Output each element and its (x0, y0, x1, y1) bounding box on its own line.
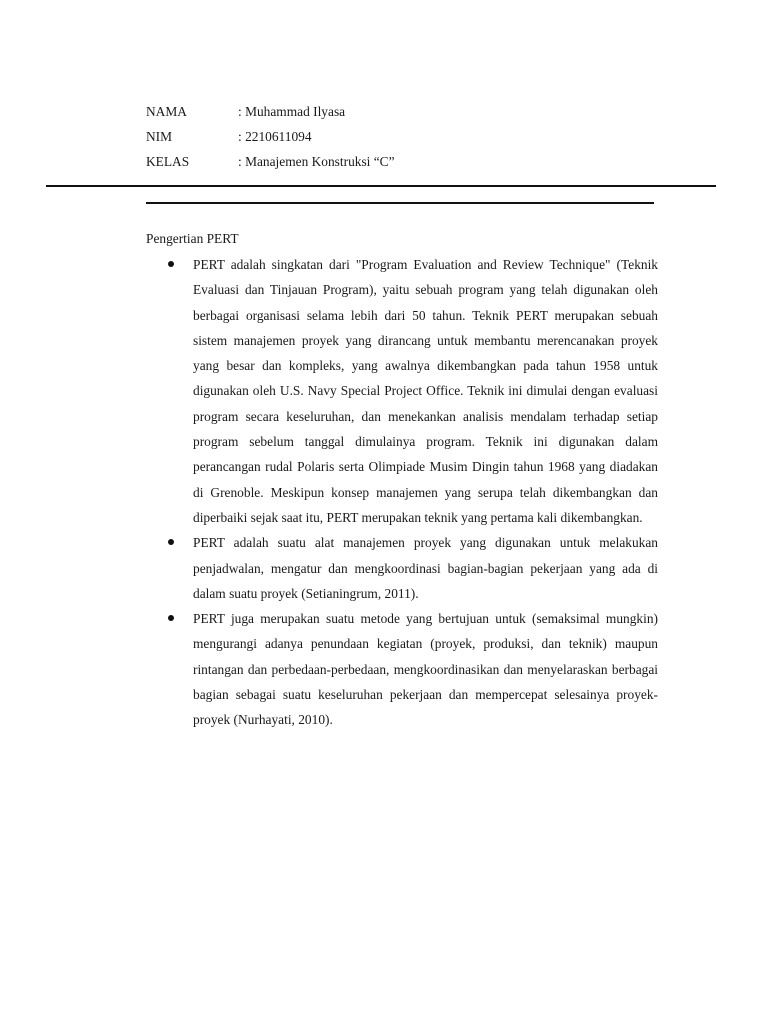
list-item (146, 252, 658, 530)
nim-label: NIM (146, 129, 173, 144)
list-item (146, 530, 658, 606)
bullet-icon (168, 539, 174, 545)
list-item-text: PERT adalah singkatan dari "Program Evaluation and Review Technique" (Teknik Evaluasi dan Tinjauan Program), yaitu sebuah program yang telah digunakan oleh berbagai organisasi selama lebih dari 50 tahun. Teknik PERT merupakan sebuah sistem manajemen proyek yang dirancang untuk membantu merencanakan proyek yang besar dan kompleks, yang awalnya dikembangkan pada tahun 1958 untuk digunakan oleh U.S. Navy Special Project Office. Teknik ini dimulai dengan evaluasi program secara keseluruhan, dan menekankan analisis mendalam terhadap setiap program sebelum tanggal dimulainya program. Teknik ini digunakan dalam perancangan rudal Polaris serta Olimpiade Musim Dingin tahun 1968 yang diadakan di Grenoble. Meskipun konsep manajemen yang serupa telah dikembangkan dan diperbaiki sejak saat itu, PERT merupakan teknik yang pertama kali dikembangkan. (193, 257, 658, 525)
definition-list (146, 252, 658, 733)
list-item (146, 606, 658, 732)
bullet-icon (168, 615, 174, 621)
name-row (146, 102, 395, 127)
nim-row (146, 127, 395, 152)
name-label: NAMA (146, 104, 187, 119)
name-value: : Muhammad Ilyasa (238, 104, 346, 119)
class-label: KELAS (146, 154, 190, 169)
section-title: Pengertian PERT (146, 231, 239, 246)
student-info-block (146, 102, 395, 177)
header-divider-short (146, 202, 654, 204)
nim-value: : 2210611094 (238, 129, 312, 144)
class-value: : Manajemen Konstruksi “C” (238, 154, 395, 169)
header-divider-long (46, 185, 716, 187)
class-row (146, 152, 395, 177)
bullet-icon (168, 261, 174, 267)
list-item-text: PERT juga merupakan suatu metode yang bertujuan untuk (semaksimal mungkin) mengurangi adanya penundaan kegiatan (proyek, produksi, dan teknik) maupun rintangan dan perbedaan-perbedaan, mengkoordinasikan dan menyelaraskan berbagai bagian sebagai suatu keseluruhan pekerjaan dan mempercepat selesainya proyek-proyek (Nurhayati, 2010). (193, 611, 658, 728)
list-item-text: PERT adalah suatu alat manajemen proyek yang digunakan untuk melakukan penjadwalan, mengatur dan mengkoordinasi bagian-bagian pekerjaan yang ada di dalam suatu proyek (Setianingrum, 2011). (193, 535, 658, 601)
